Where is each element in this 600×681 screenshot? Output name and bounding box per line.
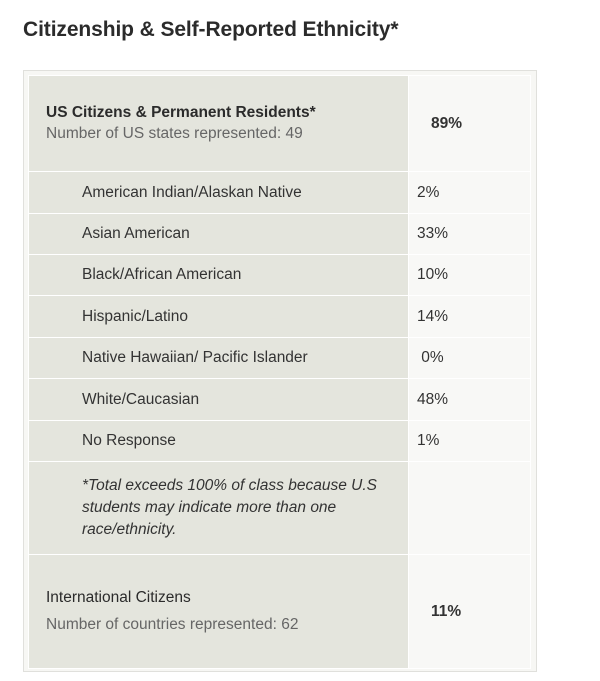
countries-count: Number of countries represented: 62: [46, 615, 299, 633]
footnote-empty-cell: [409, 462, 531, 555]
table-row: [29, 421, 531, 462]
page-title: Citizenship & Self-Reported Ethnicity*: [23, 18, 399, 41]
ethnicity-label: Black/African American: [29, 255, 409, 296]
international-title: International Citizens: [46, 588, 191, 606]
us-citizens-row: [29, 76, 531, 172]
ethnicity-value: 2%: [409, 172, 531, 214]
us-citizens-label-cell: [29, 76, 409, 172]
ethnicity-value: 10%: [409, 255, 531, 296]
ethnicity-value: 1%: [409, 421, 531, 462]
citizenship-table: [28, 75, 531, 669]
ethnicity-value: 14%: [409, 296, 531, 338]
footnote-row: [29, 462, 531, 555]
ethnicity-label: American Indian/Alaskan Native: [29, 172, 409, 214]
stats-table-container: [23, 70, 537, 672]
table-row: [29, 338, 531, 379]
table-row: [29, 296, 531, 338]
us-citizens-value: 89%: [409, 76, 531, 172]
us-states-count: Number of US states represented: 49: [46, 124, 303, 142]
ethnicity-value: 0%: [409, 338, 531, 379]
international-value: 11%: [409, 555, 531, 669]
ethnicity-value: 33%: [409, 214, 531, 255]
table-row: [29, 255, 531, 296]
ethnicity-label: White/Caucasian: [29, 379, 409, 421]
table-row: [29, 379, 531, 421]
international-label-cell: [29, 555, 409, 669]
ethnicity-value: 48%: [409, 379, 531, 421]
ethnicity-label: Asian American: [29, 214, 409, 255]
ethnicity-label: Native Hawaiian/ Pacific Islander: [29, 338, 409, 379]
international-citizens-row: [29, 555, 531, 669]
ethnicity-label: No Response: [29, 421, 409, 462]
us-citizens-title: US Citizens & Permanent Residents*: [46, 103, 316, 121]
table-row: [29, 214, 531, 255]
footnote-text: *Total exceeds 100% of class because U.S students may indicate more than one race/ethnicity.: [29, 462, 409, 555]
table-row: [29, 172, 531, 214]
ethnicity-label: Hispanic/Latino: [29, 296, 409, 338]
